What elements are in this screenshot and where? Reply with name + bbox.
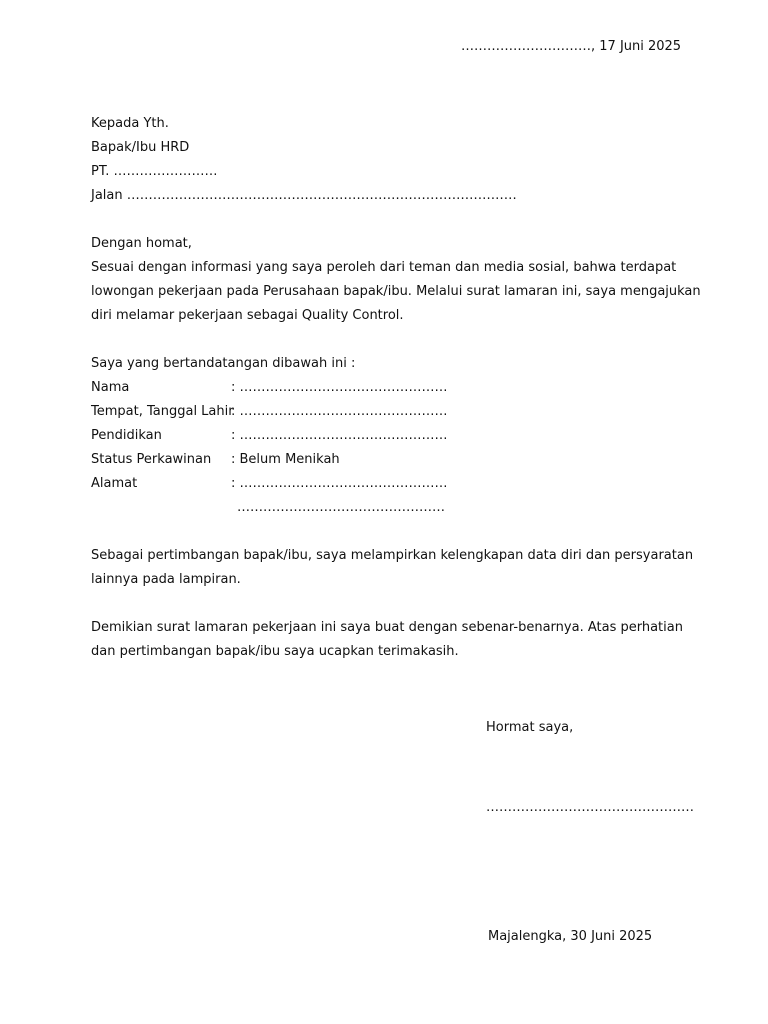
field-value-nama: : …………………………………………	[231, 380, 448, 395]
closing-paragraph-line: Demikian surat lamaran pekerjaan ini saya buat dengan sebenar-benarnya. Atas perhatian	[91, 620, 683, 635]
opening-paragraph-line: diri melamar pekerjaan sebagai Quality Control.	[91, 308, 404, 323]
attachment-paragraph-line: Sebagai pertimbangan bapak/ibu, saya melampirkan kelengkapan data diri dan persyaratan	[91, 548, 694, 563]
field-value-status-perkawinan: : Belum Menikah	[231, 452, 340, 467]
field-value-alamat-continuation: …………………………………………	[237, 500, 445, 515]
opening-paragraph-line: lowongan pekerjaan pada Perusahaan bapak/ibu. Melalui surat lamaran ini, saya mengajukan	[91, 284, 701, 299]
greeting: Dengan homat,	[91, 236, 192, 251]
field-label-nama: Nama	[91, 380, 130, 395]
field-label-pendidikan: Pendidikan	[91, 428, 162, 443]
field-label-tempat-tanggal-lahir: Tempat, Tanggal Lahir	[91, 404, 234, 419]
place-date-header: …………………………, 17 Juni 2025	[461, 39, 682, 54]
recipient-salutation: Kepada Yth.	[91, 116, 169, 131]
regards: Hormat saya,	[486, 720, 574, 735]
field-label-status-perkawinan: Status Perkawinan	[91, 452, 212, 467]
attachment-paragraph-line: lainnya pada lampiran.	[91, 572, 241, 587]
field-label-alamat: Alamat	[91, 476, 138, 491]
opening-paragraph-line: Sesuai dengan informasi yang saya peroleh dari teman dan media sosial, bahwa terdapat	[91, 260, 677, 275]
field-value-alamat: : …………………………………………	[231, 476, 448, 491]
recipient-name: Bapak/Ibu HRD	[91, 140, 190, 155]
field-value-tempat-tanggal-lahir: : …………………………………………	[231, 404, 448, 419]
identity-intro: Saya yang bertandatangan dibawah ini :	[91, 356, 356, 371]
recipient-address: Jalan ………………………………………………………………………………	[91, 188, 517, 203]
recipient-company: PT. ……………………	[91, 164, 218, 179]
signature-name-line: …………………………………………	[486, 800, 694, 815]
footer-place-date: Majalengka, 30 Juni 2025	[488, 929, 653, 944]
field-value-pendidikan: : …………………………………………	[231, 428, 448, 443]
closing-paragraph-line: dan pertimbangan bapak/ibu saya ucapkan terimakasih.	[91, 644, 459, 659]
